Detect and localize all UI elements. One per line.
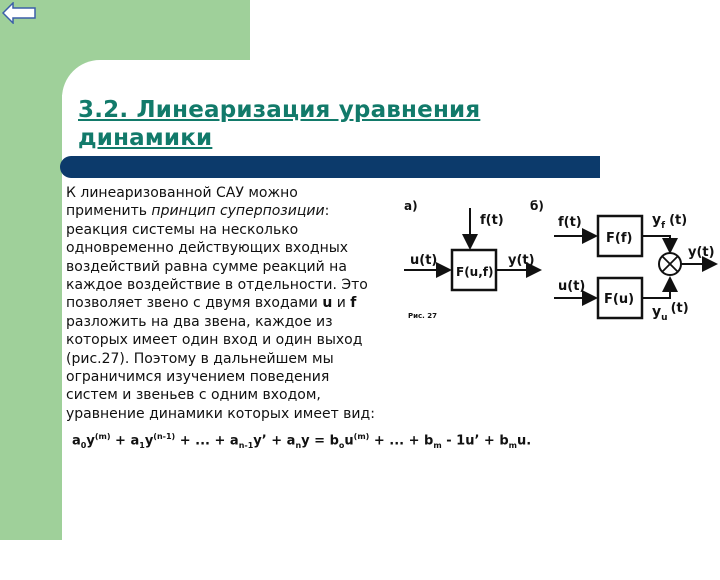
b-f-label: f(t) <box>558 215 582 230</box>
label-b: б) <box>530 199 544 213</box>
title-line-2: динамики <box>78 125 213 151</box>
a-u-label: u(t) <box>410 253 438 268</box>
figure-caption: Рис. 27 <box>408 312 438 320</box>
b-block-f-label: F(f) <box>606 231 633 246</box>
body-paragraph <box>66 184 378 423</box>
dynamics-equation: $a_0y^{(m)} + a_1y^{(n-1)}$ + ... + $a_{n-1}y$’ + $a_ny = b_ou^{(m)}$ + ... + $b_m - 1u$’ + $b_mu$. <box>72 432 532 450</box>
conj-and: и <box>332 295 351 312</box>
b-yu-label: $y_u(t)$ <box>652 301 689 323</box>
title-line-1: 3.2. Линеаризация уравнения <box>78 97 481 123</box>
a-block-label: F(u,f) <box>456 265 494 279</box>
b-yf-label: $y_f$ (t) <box>652 212 688 231</box>
b-y-label: y(t) <box>688 245 715 260</box>
var-u: u <box>322 295 333 312</box>
var-f: f <box>350 295 357 312</box>
body-text-3: разложить на два звена, каждое из которых имеет один вход и один выход (рис.27). Поэтому в дальнейшем мы ограничимся изучением поведения систем и звеньев с одним входом, уравнение динамики которых имеет вид: <box>66 313 375 422</box>
superposition-term: принцип суперпозиции <box>151 203 325 220</box>
block-diagram-figure-27 <box>398 190 720 330</box>
b-yf-arrow <box>642 236 670 252</box>
a-f-label: f(t) <box>480 213 504 228</box>
title-divider-bar <box>60 156 600 178</box>
b-yu-arrow <box>642 278 670 298</box>
body-text-1: К линеаризованной САУ можно применить <box>66 185 298 220</box>
body-text-2: : реакция системы на несколько одновременно действующих входных воздействий равна сумме реакций на каждое воздействие в отдельности. Это позволяет звено с двумя входами <box>66 203 368 312</box>
a-y-label: y(t) <box>508 253 535 268</box>
slide-title <box>78 96 578 152</box>
b-u-label: u(t) <box>558 279 586 294</box>
back-arrow-icon[interactable] <box>2 2 36 24</box>
b-block-u-label: F(u) <box>604 292 635 307</box>
label-a: а) <box>404 199 418 213</box>
